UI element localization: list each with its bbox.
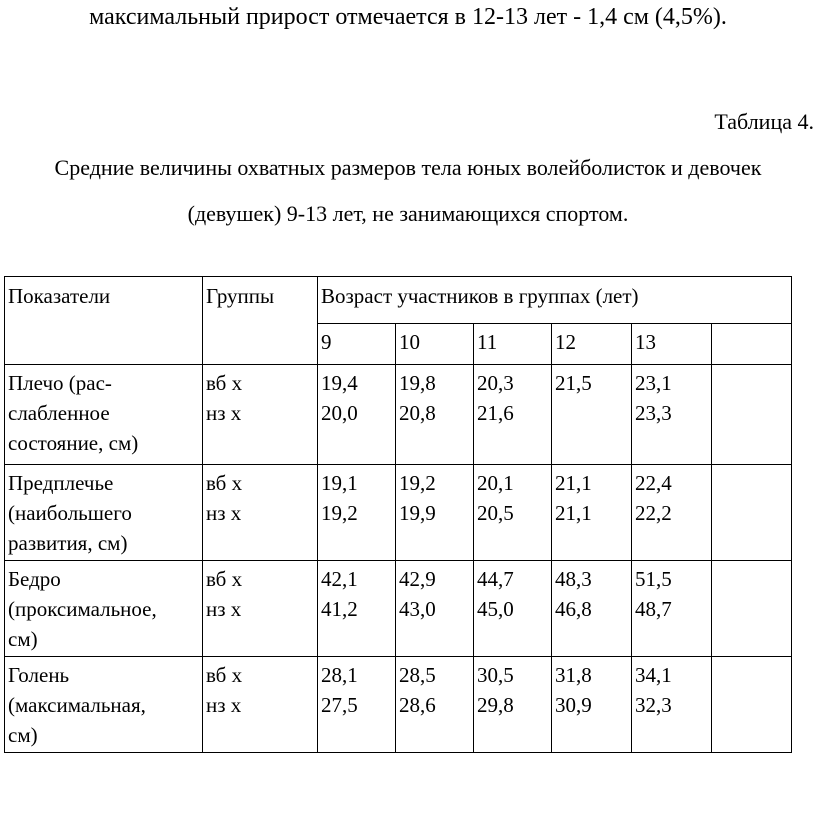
table-caption	[0, 145, 816, 237]
empty-cell	[712, 657, 792, 753]
value-cell: 20,3 21,6	[474, 365, 552, 465]
value-cell: 34,1 32,3	[632, 657, 712, 753]
age-cell: 9	[318, 324, 396, 365]
age-cell: 12	[552, 324, 632, 365]
empty-cell	[712, 365, 792, 465]
value-cell: 42,1 41,2	[318, 561, 396, 657]
indicator-cell: Предплечье (наибольшего развития, см)	[5, 465, 203, 561]
indicator-cell: Бедро (проксимальное, см)	[5, 561, 203, 657]
header-age: Возраст участников в группах (лет)	[318, 277, 792, 324]
value-cell: 51,5 48,7	[632, 561, 712, 657]
value-cell: 48,3 46,8	[552, 561, 632, 657]
table-row	[5, 365, 792, 465]
group-cell: вб х нз х	[203, 657, 318, 753]
value-cell: 30,5 29,8	[474, 657, 552, 753]
group-cell: вб х нз х	[203, 465, 318, 561]
value-cell: 28,5 28,6	[396, 657, 474, 753]
value-cell: 21,5	[552, 365, 632, 465]
indicator-cell: Плечо (рас- слабленное состояние, см)	[5, 365, 203, 465]
age-cell: 11	[474, 324, 552, 365]
value-cell: 44,7 45,0	[474, 561, 552, 657]
table-row	[5, 465, 792, 561]
value-cell: 19,4 20,0	[318, 365, 396, 465]
caption-line-2: (девушек) 9-13 лет, не занимающихся спортом.	[187, 201, 629, 226]
value-cell: 22,4 22,2	[632, 465, 712, 561]
age-cell: 10	[396, 324, 474, 365]
value-cell: 21,1 21,1	[552, 465, 632, 561]
header-groups: Группы	[203, 277, 318, 365]
empty-cell	[712, 561, 792, 657]
group-cell: вб х нз х	[203, 561, 318, 657]
age-cell: 13	[632, 324, 712, 365]
value-cell: 20,1 20,5	[474, 465, 552, 561]
table-number: Таблица 4.	[714, 109, 814, 134]
value-cell: 42,9 43,0	[396, 561, 474, 657]
value-cell: 28,1 27,5	[318, 657, 396, 753]
empty-cell	[712, 465, 792, 561]
table-row	[5, 657, 792, 753]
value-cell: 23,1 23,3	[632, 365, 712, 465]
intro-text: максимальный прирост отмечается в 12-13 лет - 1,4 см (4,5%).	[89, 4, 727, 30]
empty-cell	[712, 324, 792, 365]
value-cell: 31,8 30,9	[552, 657, 632, 753]
indicator-cell: Голень (максимальная, см)	[5, 657, 203, 753]
value-cell: 19,8 20,8	[396, 365, 474, 465]
data-table	[4, 276, 792, 753]
group-cell: вб х нз х	[203, 365, 318, 465]
caption-line-1: Средние величины охватных размеров тела юных волейболисток и девочек	[54, 155, 762, 180]
table-row	[5, 561, 792, 657]
value-cell: 19,2 19,9	[396, 465, 474, 561]
header-indicators: Показатели	[5, 277, 203, 365]
value-cell: 19,1 19,2	[318, 465, 396, 561]
table-header-row	[5, 277, 792, 324]
